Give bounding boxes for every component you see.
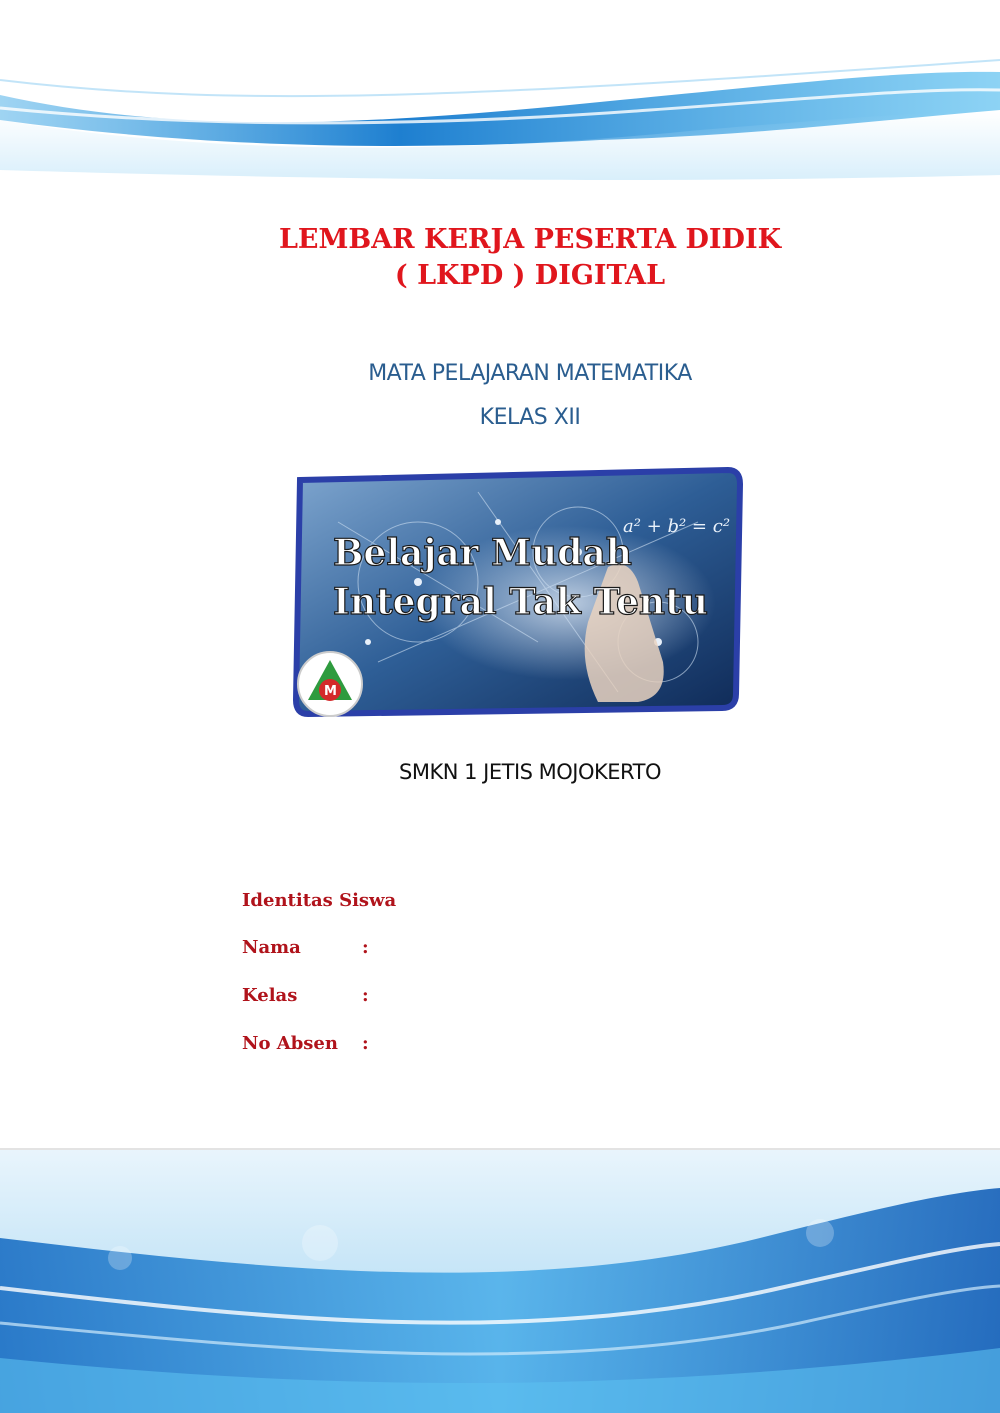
svg-text:M: M (324, 684, 337, 699)
identity-field-absen[interactable] (242, 1033, 396, 1081)
topic-banner (278, 462, 748, 724)
identity-field-name[interactable] (242, 937, 396, 985)
banner-title-line2: Integral Tak Tentu (333, 581, 708, 623)
field-separator: : (362, 937, 369, 958)
field-separator: : (362, 1033, 369, 1054)
banner-formula: a² + b² = c² (623, 516, 731, 537)
field-separator: : (362, 985, 369, 1006)
math-logo-icon (298, 652, 362, 716)
bottom-wave-decoration (0, 1148, 1000, 1413)
top-wave-decoration (0, 0, 1000, 200)
document-title-line1: LEMBAR KERJA PESERTA DIDIK (278, 224, 782, 255)
subject-name: MATA PELAJARAN MATEMATIKA (368, 361, 692, 386)
document-title-line2: ( LKPD ) DIGITAL (394, 260, 666, 291)
field-label: Kelas (242, 985, 298, 1006)
field-label: Nama (242, 937, 301, 958)
identity-heading: Identitas Siswa (242, 890, 397, 911)
banner-title-line1: Belajar Mudah (333, 532, 632, 574)
school-name: SMKN 1 JETIS MOJOKERTO (399, 760, 661, 784)
identity-field-class[interactable] (242, 985, 396, 1033)
field-label: No Absen (242, 1033, 338, 1054)
student-identity-section (242, 890, 396, 1081)
class-level: KELAS XII (479, 405, 581, 430)
